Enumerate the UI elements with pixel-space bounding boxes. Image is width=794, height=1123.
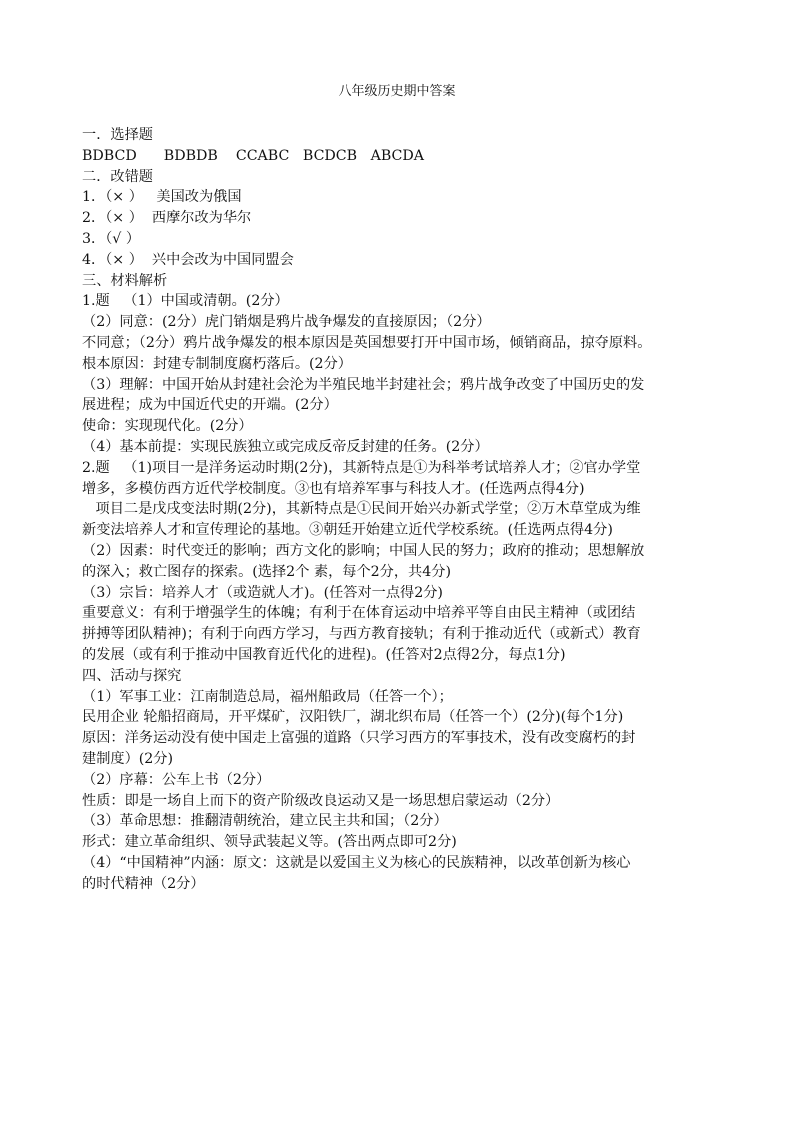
correction-item-2: 2．（× ） 西摩尔改为华尔 bbox=[82, 210, 252, 227]
choice-answers: BDBCD BDBDB CCABC BCDCB ABCDA bbox=[82, 147, 425, 164]
answer-line: 的时代精神（2分） bbox=[82, 875, 205, 892]
answer-line: 2.题 （1)项目一是洋务运动时期(2分)，其新特点是①为科举考试培养人才；②官办学堂 bbox=[82, 459, 641, 476]
answer-line: （4）基本前提：实现民族独立或完成反帝反封建的任务。(2分） bbox=[82, 438, 489, 455]
answer-line: （3）革命思想：推翻清朝统治，建立民主共和国；（2分） bbox=[82, 813, 448, 830]
answer-line: 不同意；（2分）鸦片战争爆发的根本原因是英国想要打开中国市场，倾销商品，掠夺原料。 bbox=[82, 334, 652, 351]
answer-line: 使命：实现现代化。(2分） bbox=[82, 418, 253, 435]
answer-line: （3）宗旨：培养人才（或造就人才)。(任答对一点得2分) bbox=[82, 584, 443, 601]
answer-line: 根本原因：封建专制制度腐朽落后。(2分） bbox=[82, 355, 352, 372]
answer-line: 性质：即是一场自上而下的资产阶级改良运动又是一场思想启蒙运动（2分） bbox=[82, 792, 560, 809]
answer-line: （2）因素：时代变迁的影响；西方文化的影响；中国人民的努力；政府的推动；思想解放 bbox=[82, 542, 645, 559]
answer-line: 形式：建立革命组织、领导武装起义等。(答出两点即可2分) bbox=[82, 834, 457, 851]
answer-line: 项目二是戊戌变法时期(2分)，其新特点是①民间开始兴办新式学堂；②万木草堂成为维 bbox=[82, 501, 641, 518]
answer-line: （2）序幕：公车上书（2分） bbox=[82, 771, 271, 788]
correction-item-1: 1．（× ） 美国改为俄国 bbox=[82, 189, 242, 206]
answer-line: 新变法培养人才和宣传理论的基地。③朝廷开始建立近代学校系统。(任选两点得4分) bbox=[82, 522, 613, 539]
answer-line: 增多，多模仿西方近代学校制度。③也有培养军事与科技人才。(任选两点得4分) bbox=[82, 480, 585, 497]
answer-line: （3）理解：中国开始从封建社会沦为半殖民地半封建社会；鸦片战争改变了中国历史的发 bbox=[82, 376, 645, 393]
answer-line: 1.题 （1）中国或清朝。(2分） bbox=[82, 293, 289, 310]
answer-line: 拼搏等团队精神)；有利于向西方学习，与西方教育接轨；有利于推动近代（或新式）教育 bbox=[82, 626, 641, 643]
section-heading-choice: 一．选择题 bbox=[82, 127, 153, 143]
correction-item-3: 3．（√ ） bbox=[82, 230, 141, 247]
answer-line: （1）军事工业：江南制造总局，福州船政局（任答一个）； bbox=[82, 688, 453, 705]
answer-line: （4）“中国精神”内涵：原文：这就是以爱国主义为核心的民族精神，以改革创新为核心 bbox=[82, 854, 631, 871]
answer-line: （2）同意：(2分）虎门销烟是鸦片战争爆发的直接原因；（2分） bbox=[82, 314, 491, 331]
page-title: 八年级历史期中答案 bbox=[338, 84, 456, 99]
correction-item-4: 4．（× ） 兴中会改为中国同盟会 bbox=[82, 251, 294, 268]
section-heading-activity: 四、活动与探究 bbox=[82, 667, 182, 684]
answer-line: 的深入；救亡图存的探索。(选择2个 素，每个2分，共4分) bbox=[82, 563, 451, 580]
answer-line: 展进程；成为中国近代史的开端。(2分） bbox=[82, 397, 338, 414]
answer-content bbox=[82, 125, 716, 894]
section-heading-correction: 二．改错题 bbox=[82, 168, 153, 185]
answer-line: 建制度）(2分) bbox=[82, 750, 174, 767]
answer-line: 民用企业 轮船招商局，开平煤矿，汉阳铁厂，湖北织布局（任答一个）(2分)(每个1分) bbox=[82, 709, 624, 726]
answer-line: 原因：洋务运动没有使中国走上富强的道路（只学习西方的军事技术，没有改变腐朽的封 bbox=[82, 730, 636, 747]
answer-line: 的发展（或有利于推动中国教育近代化的进程)。(任答对2点得2分，每点1分) bbox=[82, 646, 566, 663]
section-heading-material: 三、材料解析 bbox=[82, 272, 168, 289]
answer-line: 重要意义：有利于增强学生的体魄；有利于在体育运动中培养平等自由民主精神（或团结 bbox=[82, 605, 636, 622]
